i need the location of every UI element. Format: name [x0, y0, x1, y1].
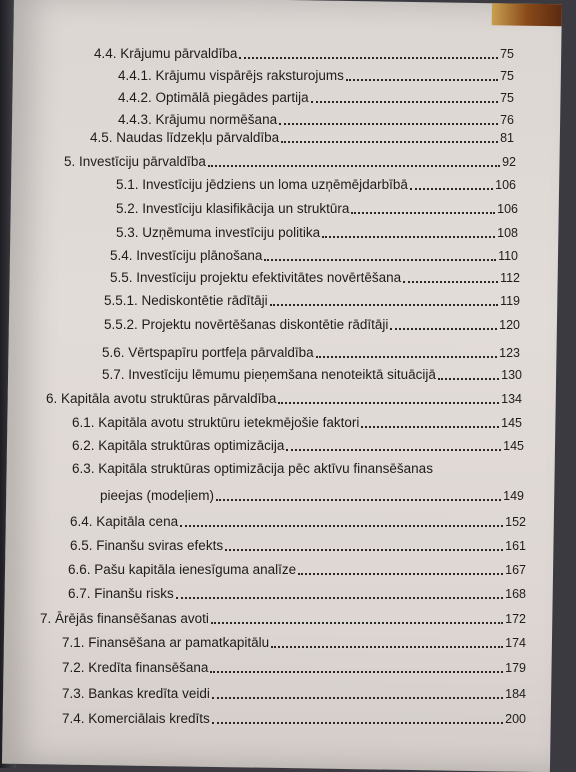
toc-entry-page: 145 — [503, 439, 524, 453]
toc-entry-page: 149 — [503, 489, 524, 503]
toc-leader-dots — [322, 235, 495, 238]
toc-entry — [102, 344, 520, 362]
toc-entry-page: 200 — [505, 712, 526, 726]
toc-entry-page: 106 — [495, 178, 516, 192]
toc-leader-dots — [216, 498, 501, 501]
toc-leader-dots — [346, 78, 498, 81]
toc-entry-title: 6.4. Kapitāla cena — [70, 514, 179, 529]
toc-leader-dots — [278, 401, 499, 404]
toc-entry-title: 6.1. Kapitāla avotu struktūru ietekmējošie faktori — [72, 415, 360, 430]
toc-entry-page: 112 — [500, 271, 520, 285]
toc-leader-dots — [212, 696, 503, 699]
toc-entry-title: 6.5. Finanšu sviras efekts — [70, 538, 224, 553]
page-corner-decoration — [492, 3, 562, 26]
toc-entry — [62, 685, 526, 703]
toc-leader-dots — [180, 524, 503, 527]
toc-entry-title: 5. Investīciju pārvaldība — [64, 154, 206, 169]
toc-entry-title: 7.4. Komerciālais kredīts — [62, 711, 210, 726]
toc-entry-title: pieejas (modeļiem) — [100, 488, 215, 503]
toc-entry-title: 5.5.2. Projektu novērtēšanas diskontētie rādītāji — [104, 317, 389, 332]
toc-entry — [104, 316, 520, 334]
toc-entry-title: 7. Ārējās finansēšanas avoti — [40, 611, 209, 626]
toc-entry-page: 123 — [499, 346, 520, 360]
toc-entry — [72, 414, 522, 432]
toc-entry — [118, 67, 514, 85]
toc-leader-dots — [270, 303, 498, 306]
toc-entry-title: 5.5.1. Nediskontētie rādītāji — [104, 293, 268, 308]
toc-entry — [110, 269, 520, 287]
toc-leader-dots — [298, 572, 503, 575]
toc-entry-page: 167 — [505, 563, 526, 577]
toc-entry-page: 110 — [498, 249, 518, 263]
toc-entry — [116, 200, 518, 218]
toc-entry — [70, 537, 526, 555]
toc-entry — [40, 610, 526, 628]
toc-entry — [90, 129, 514, 147]
toc-entry — [94, 45, 514, 63]
toc-entry-page: 152 — [505, 515, 526, 529]
toc-entry-page: 81 — [500, 131, 514, 145]
toc-leader-dots — [239, 56, 498, 59]
toc-leader-dots — [176, 596, 503, 599]
toc-leader-dots — [311, 100, 498, 103]
toc-leader-dots — [208, 164, 500, 167]
toc-entry-page: 130 — [501, 368, 522, 382]
toc-entry-page: 75 — [500, 91, 514, 105]
toc-entry-page: 134 — [501, 392, 522, 406]
toc-leader-dots — [271, 645, 503, 648]
toc-entry-page: 106 — [497, 202, 518, 216]
toc-entry-page: 108 — [497, 226, 518, 240]
toc-entry-title: 7.1. Finansēšana ar pamatkapitālu — [62, 635, 270, 650]
toc-entry — [46, 390, 522, 408]
toc-leader-dots — [281, 140, 498, 143]
toc-leader-dots — [211, 621, 503, 624]
toc-leader-dots — [286, 448, 501, 451]
toc-entry-title: 7.3. Bankas kredīta veidi — [62, 686, 210, 701]
toc-leader-dots — [361, 425, 499, 428]
toc-entry-page: 92 — [502, 155, 516, 169]
toc-entry — [62, 659, 526, 677]
toc-entry-page: 76 — [500, 113, 514, 127]
toc-entry — [100, 487, 524, 505]
toc-entry-title: 4.5. Naudas līdzekļu pārvaldība — [90, 130, 280, 145]
toc-entry-title: 4.4.1. Krājumu vispārējs raksturojums — [118, 68, 344, 83]
toc-entry — [118, 111, 514, 129]
toc-leader-dots — [410, 187, 493, 190]
toc-leader-dots — [279, 122, 498, 125]
toc-entry-title: 6.7. Finanšu risks — [68, 586, 174, 601]
toc-entry-title: 7.2. Kredīta finansēšana — [62, 660, 209, 675]
toc-entry-title: 5.7. Investīciju lēmumu pieņemšana nenoteiktā situācijā — [102, 367, 436, 382]
toc-entry — [72, 460, 524, 478]
toc-leader-dots — [438, 377, 499, 380]
toc-entry-title: 6.3. Kapitāla struktūras optimizācija pēc aktīvu finansēšanas — [72, 461, 433, 476]
toc-entry-page: 119 — [500, 294, 520, 308]
toc-entry — [116, 224, 518, 242]
toc-entry — [68, 561, 526, 579]
toc-entry-page: 172 — [505, 612, 526, 626]
toc-entry-title: 6.2. Kapitāla struktūras optimizācija — [72, 438, 285, 453]
toc-entry-title: 5.2. Investīciju klasifikācija un struktūra — [116, 201, 350, 216]
toc-entry-page: 75 — [500, 69, 514, 83]
toc-entry-title: 6. Kapitāla avotu struktūras pārvaldība — [46, 391, 277, 406]
toc-entry — [62, 634, 526, 652]
toc-entry — [70, 513, 526, 531]
toc-entry-page: 174 — [505, 636, 526, 650]
toc-leader-dots — [210, 670, 503, 673]
toc-entry — [110, 247, 518, 265]
toc-entry-title: 5.6. Vērtspapīru portfeļa pārvaldība — [102, 345, 314, 360]
toc-entry — [72, 437, 524, 455]
toc-leader-dots — [351, 211, 495, 214]
toc-entry-title: 4.4.3. Krājumu normēšana — [118, 112, 278, 127]
toc-entry — [104, 292, 520, 310]
toc-entry — [64, 153, 516, 171]
toc-entry-page: 120 — [499, 318, 520, 332]
toc-entry-title: 5.4. Investīciju plānošana — [110, 248, 263, 263]
toc-entry-page: 145 — [501, 416, 522, 430]
toc-entry-title: 4.4. Krājumu pārvaldība — [94, 46, 238, 61]
toc-entry — [68, 585, 526, 603]
toc-entry-page: 161 — [505, 539, 526, 553]
toc-entry-title: 6.6. Pašu kapitāla ienesīguma analīze — [68, 562, 297, 577]
toc-leader-dots — [403, 280, 498, 283]
toc-leader-dots — [212, 721, 503, 724]
toc-entry — [116, 176, 516, 194]
toc-entry-page: 168 — [505, 587, 526, 601]
toc-entry — [62, 710, 526, 728]
toc-entry-page: 179 — [505, 661, 526, 675]
toc-entry-page: 75 — [500, 47, 514, 61]
toc-leader-dots — [264, 258, 496, 261]
toc-entry — [118, 89, 514, 107]
toc-entry-title: 4.4.2. Optimālā piegādes partija — [118, 90, 309, 105]
toc-entry-title: 5.1. Investīciju jēdziens un loma uzņēmējdarbībā — [116, 177, 408, 192]
toc-entry-title: 5.5. Investīciju projektu efektivitātes novērtēšana — [110, 270, 402, 285]
toc-leader-dots — [390, 327, 497, 330]
toc-entry-page: 184 — [505, 687, 526, 701]
toc-leader-dots — [225, 548, 503, 551]
toc-entry-title: 5.3. Uzņēmuma investīciju politika — [116, 225, 321, 240]
toc-entry — [102, 366, 522, 384]
toc-leader-dots — [316, 355, 498, 358]
